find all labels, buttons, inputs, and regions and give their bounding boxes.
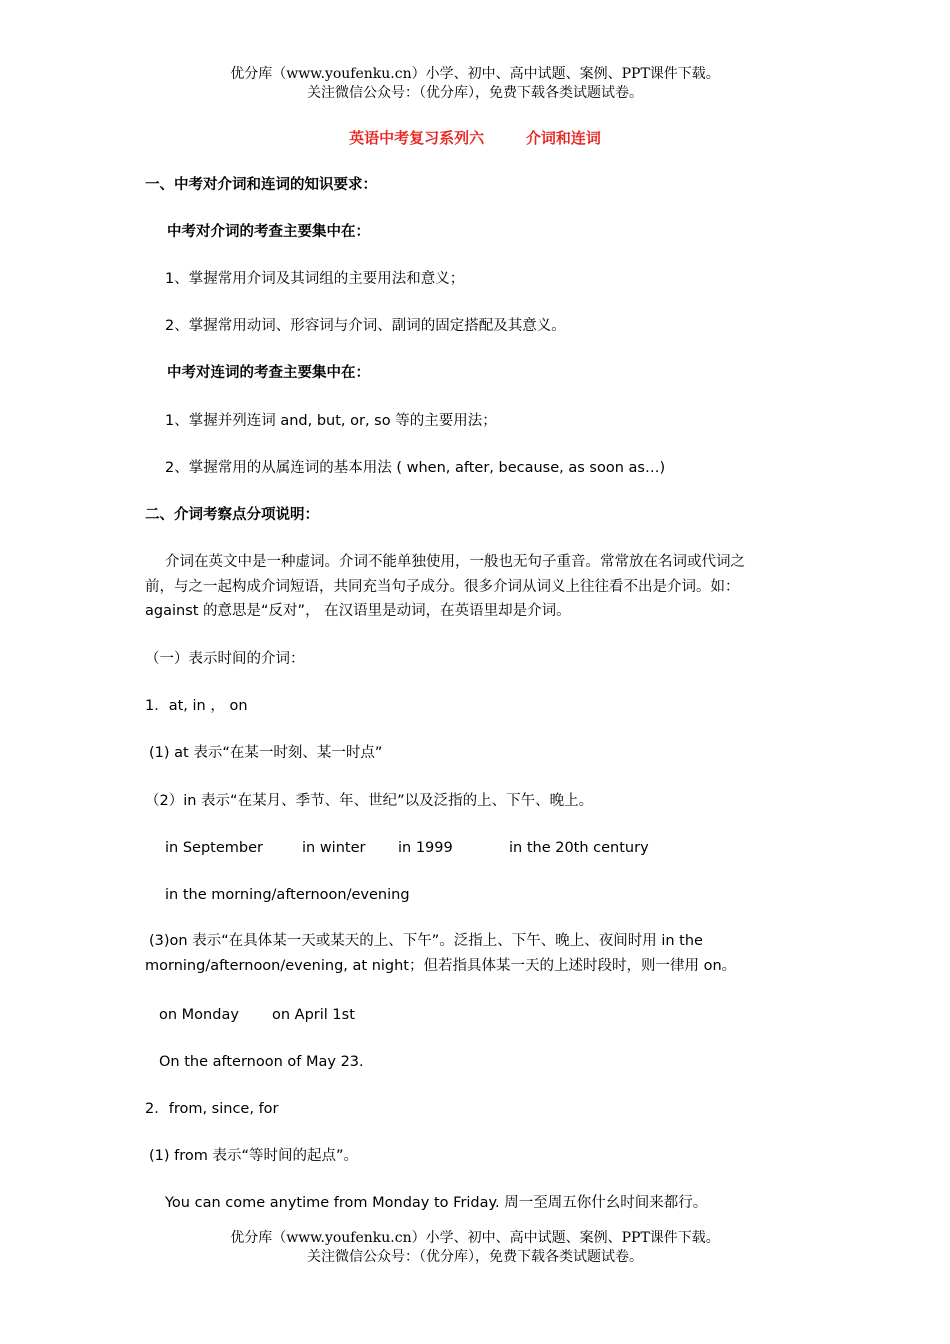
on-example: on April 1st bbox=[272, 1007, 355, 1023]
time-prepositions-heading: （一）表示时间的介词： bbox=[145, 651, 305, 667]
header-line-2: 关注微信公众号：（优分库），免费下载各类试题试卷。 bbox=[307, 85, 643, 101]
intro-paragraph bbox=[145, 550, 810, 624]
header-line-1: 优分库（www.youfenku.cn）小学、初中、高中试题、案例、PPT课件下载。 bbox=[230, 66, 720, 82]
in-example-2: in the morning/afternoon/evening bbox=[165, 887, 410, 903]
section1-heading: 一、中考对介词和连词的知识要求： bbox=[145, 177, 377, 193]
in-example: in 1999 bbox=[398, 840, 453, 856]
conj-requirement-2: 2、掌握常用的从属连词的基本用法 ( when, after, because, as soon as…) bbox=[165, 460, 666, 476]
footer-line-1: 优分库（www.youfenku.cn）小学、初中、高中试题、案例、PPT课件下载。 bbox=[230, 1230, 720, 1246]
from-example: You can come anytime from Monday to Friday. 周一至周五你什幺时间来都行。 bbox=[165, 1195, 708, 1211]
intro-line: against 的意思是“反对”， 在汉语里是动词，在英语里却是介词。 bbox=[145, 603, 571, 619]
in-example: in the 20th century bbox=[509, 840, 649, 856]
prep-requirements-heading: 中考对介词的考查主要集中在： bbox=[167, 224, 370, 240]
prep-requirement-2: 2、掌握常用动词、形容词与介词、副词的固定搭配及其意义。 bbox=[165, 318, 566, 334]
in-usage: （2）in 表示“在某月、季节、年、世纪”以及泛指的上、下午、晚上。 bbox=[145, 793, 594, 809]
from-usage: (1) from 表示“等时间的起点”。 bbox=[149, 1148, 359, 1164]
conj-requirements-heading: 中考对连词的考查主要集中在： bbox=[167, 365, 370, 381]
on-usage-line: morning/afternoon/evening, at night；但若指具体某一天的上述时段时，则一律用 on。 bbox=[145, 957, 737, 974]
item-at-in-on: 1．at, in ， on bbox=[145, 698, 248, 714]
intro-line: 介词在英文中是一种虚词。介词不能单独使用，一般也无句子重音。常常放在名词或代词之 bbox=[165, 554, 745, 570]
intro-line: 前，与之一起构成介词短语，共同充当句子成分。很多介词从词义上往往看不出是介词。如： bbox=[145, 578, 740, 595]
in-example: in winter bbox=[302, 840, 366, 856]
document-title: 英语中考复习系列六 介词和连词 bbox=[349, 129, 601, 147]
on-usage-line: (3)on 表示“在具体某一天或某天的上、下午”。泛指上、下午、晚上、夜间时用 in the bbox=[149, 933, 703, 949]
on-example-2: On the afternoon of May 23. bbox=[159, 1054, 364, 1070]
in-example: in September bbox=[165, 840, 263, 856]
item-from-since-for: 2．from, since, for bbox=[145, 1101, 279, 1117]
section2-heading: 二、介词考察点分项说明： bbox=[145, 507, 319, 523]
on-example: on Monday bbox=[159, 1007, 239, 1023]
on-usage-paragraph bbox=[145, 929, 810, 978]
prep-requirement-1: 1、掌握常用介词及其词组的主要用法和意义； bbox=[165, 271, 465, 287]
footer-line-2: 关注微信公众号：（优分库），免费下载各类试题试卷。 bbox=[307, 1249, 643, 1265]
at-usage: (1) at 表示“在某一时刻、某一时点” bbox=[149, 745, 383, 761]
conj-requirement-1: 1、掌握并列连词 and, but, or, so 等的主要用法； bbox=[165, 413, 497, 429]
